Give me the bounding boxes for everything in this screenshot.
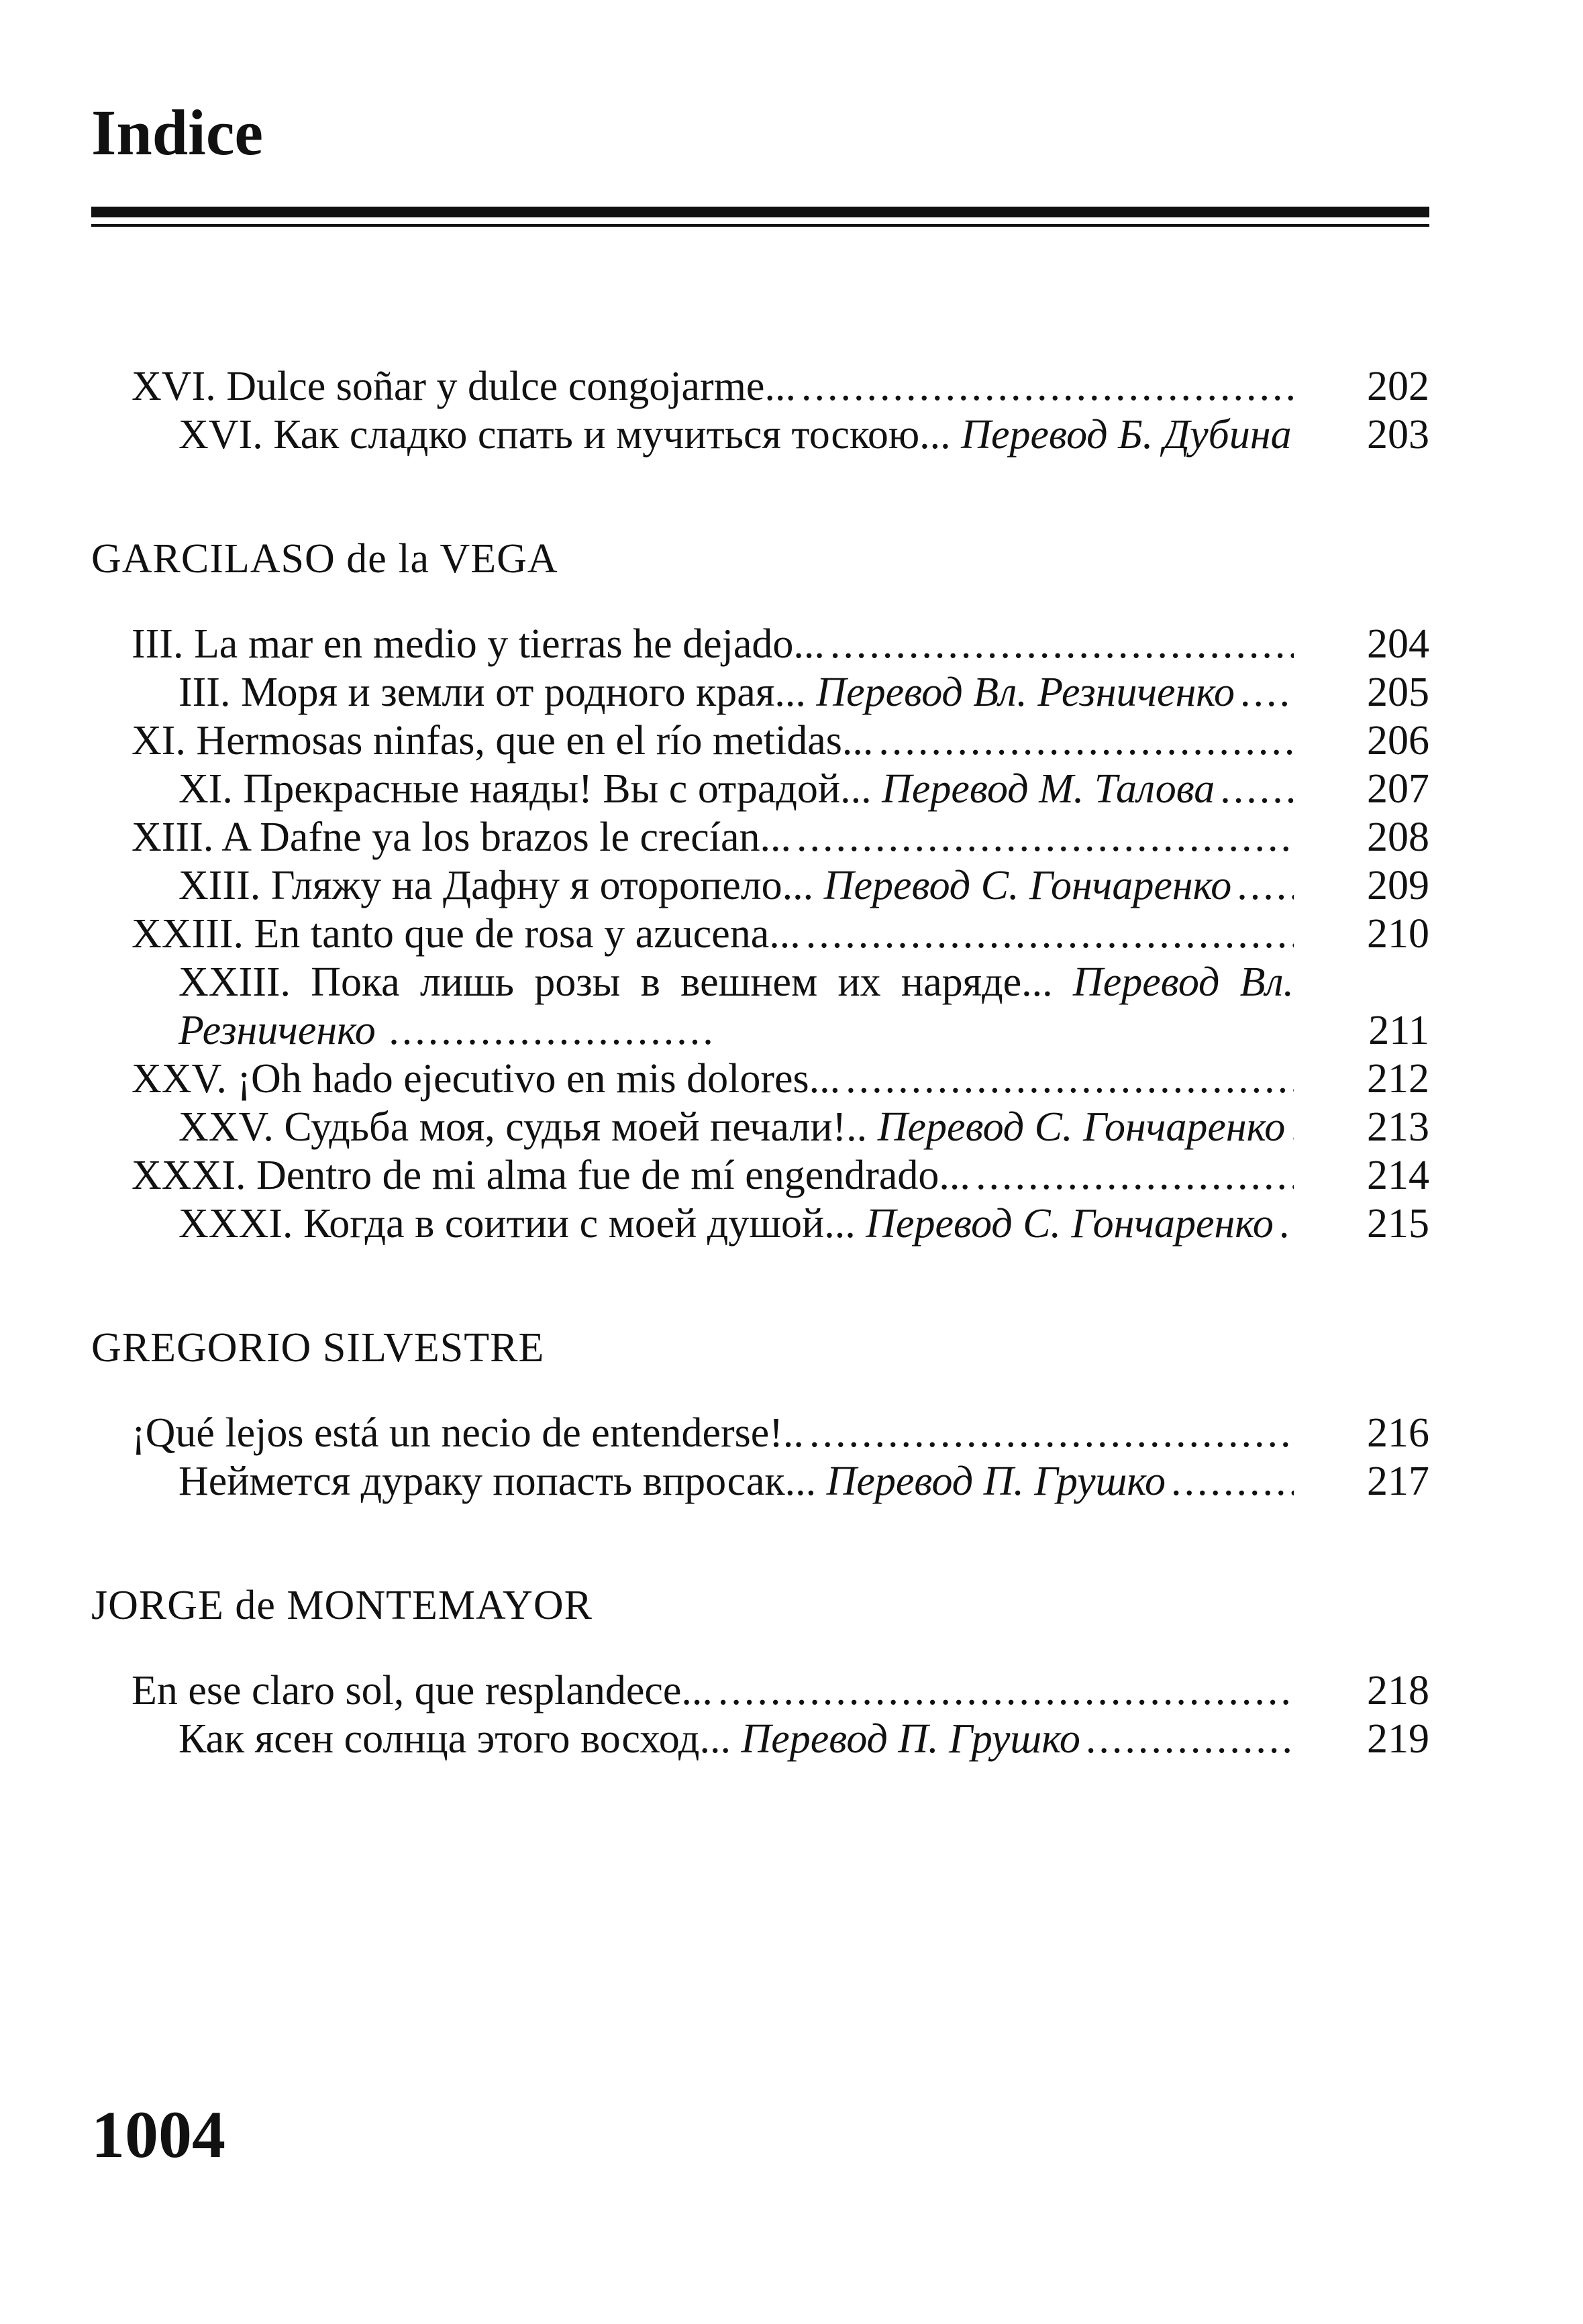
entry-translator: Перевод М. Талова xyxy=(882,766,1215,812)
entry-page-number: 216 xyxy=(1367,1410,1429,1456)
dot-leader xyxy=(846,1055,1294,1103)
dot-leader xyxy=(1237,861,1294,910)
entry-page-number: 217 xyxy=(1367,1459,1429,1504)
entry-title: III. Моря и земли от родного края... xyxy=(178,670,806,715)
entry-title: Неймется дураку попасть впросак... xyxy=(178,1459,817,1504)
entry-page-number: 203 xyxy=(1367,412,1429,458)
dot-leader xyxy=(797,813,1294,861)
entry-title: En ese claro sol, que resplandece... xyxy=(132,1668,713,1713)
toc-entry xyxy=(91,1667,1429,1715)
entry-translator: Перевод Б. Дубина xyxy=(961,412,1292,458)
dot-leader xyxy=(1279,1200,1294,1248)
entry-page-number: 207 xyxy=(1367,766,1429,812)
toc-entry xyxy=(91,1103,1429,1151)
entry-translator: Перевод С. Гончаренко xyxy=(877,1104,1286,1150)
entry-title: XVI. Dulce soñar y dulce congojarme... xyxy=(132,364,796,409)
toc-entry xyxy=(91,1200,1429,1248)
entry-page-number: 206 xyxy=(1367,718,1429,763)
page-title: Indice xyxy=(91,97,264,168)
dot-leader xyxy=(801,362,1294,411)
entry-translator: Перевод Вл. Резниченко xyxy=(816,670,1235,715)
entry-title: XXIII. En tanto que de rosa y azucena... xyxy=(132,911,801,957)
entry-title: XXXI. Dentro de mi alma fue de mí engendrado... xyxy=(132,1153,970,1198)
entry-title: XIII. A Dafne ya los brazos le crecían... xyxy=(132,814,791,860)
entry-title: XVI. Как сладко спать и мучиться тоскою... xyxy=(178,412,951,458)
entry-title: XI. Hermosas ninfas, que en el río metidas... xyxy=(132,718,874,763)
dot-leader xyxy=(1171,1457,1294,1506)
entry-title: Как ясен солнца этого восход... xyxy=(178,1716,731,1762)
entry-title: XXV. Судьба моя, судья моей печали!.. xyxy=(178,1104,868,1150)
entry-page-number: 219 xyxy=(1367,1716,1429,1762)
table-of-contents xyxy=(91,362,1429,1842)
entry-page-number: 218 xyxy=(1367,1668,1429,1713)
header-rule xyxy=(91,207,1429,217)
entry-title: ¡Qué lejos está un necio de entenderse!.. xyxy=(132,1410,804,1456)
entry-title: XXXI. Когда в соитии с моей душой... xyxy=(178,1201,856,1247)
author-heading: JORGE de MONTEMAYOR xyxy=(91,1583,593,1628)
entry-title: XXIII. Пока лишь розы в вешнем их наряде... xyxy=(178,959,1053,1005)
entry-page-number: 202 xyxy=(1367,364,1429,409)
toc-section xyxy=(91,1585,1429,1763)
dot-leader xyxy=(809,1409,1294,1457)
entry-translator: Перевод П. Грушко xyxy=(741,1716,1080,1762)
entry-page-number: 209 xyxy=(1367,863,1429,908)
entry-title: III. La mar en medio y tierras he dejado... xyxy=(132,621,825,667)
toc-entry xyxy=(91,668,1429,717)
toc-entry xyxy=(91,765,1429,813)
toc-entry xyxy=(91,362,1429,411)
toc-entry xyxy=(91,958,1429,1055)
dot-leader xyxy=(806,910,1294,958)
entry-page-number: 213 xyxy=(1367,1104,1429,1150)
dot-leader: ......................... xyxy=(375,1008,716,1053)
toc-entry xyxy=(91,910,1429,958)
entry-page-number: 215 xyxy=(1367,1201,1429,1247)
header-rule-thin xyxy=(91,224,1429,227)
toc-entry xyxy=(91,411,1429,459)
toc-entry xyxy=(91,1151,1429,1200)
entry-page-number: 214 xyxy=(1367,1153,1429,1198)
dot-leader xyxy=(1220,765,1294,813)
toc-entry xyxy=(91,1715,1429,1763)
toc-entry xyxy=(91,620,1429,668)
dot-leader xyxy=(1240,668,1294,717)
dot-leader xyxy=(830,620,1294,668)
entry-translator: Перевод С. Гончаренко xyxy=(866,1201,1274,1247)
entry-page-number: 204 xyxy=(1367,621,1429,667)
entry-page-number: 212 xyxy=(1367,1056,1429,1102)
dot-leader xyxy=(878,717,1294,765)
dot-leader xyxy=(718,1667,1294,1715)
entry-page-number: 208 xyxy=(1367,814,1429,860)
entry-translator: Перевод Вл. Резниченко xyxy=(178,959,1294,1053)
toc-section xyxy=(91,538,1429,1248)
toc-entry xyxy=(91,1409,1429,1457)
entry-translator: Перевод П. Грушко xyxy=(826,1459,1166,1504)
dot-leader xyxy=(1086,1715,1294,1763)
entry-page-number: 205 xyxy=(1367,670,1429,715)
toc-entry xyxy=(91,861,1429,910)
author-heading: GREGORIO SILVESTRE xyxy=(91,1325,545,1371)
entry-page-number: 210 xyxy=(1367,911,1429,957)
entry-title: XIII. Гляжу на Дафну я оторопело... xyxy=(178,863,814,908)
toc-entry xyxy=(91,717,1429,765)
page-number: 1004 xyxy=(91,2097,225,2172)
entry-translator: Перевод С. Гончаренко xyxy=(823,863,1232,908)
toc-entry xyxy=(91,813,1429,861)
dot-leader xyxy=(976,1151,1294,1200)
toc-entry xyxy=(91,1457,1429,1506)
toc-section xyxy=(91,1327,1429,1506)
entry-page-number: 211 xyxy=(1368,1008,1429,1053)
toc-section xyxy=(91,362,1429,459)
author-heading: GARCILASO de la VEGA xyxy=(91,536,558,582)
entry-title: XXV. ¡Oh hado ejecutivo en mis dolores... xyxy=(132,1056,841,1102)
entry-title: XI. Прекрасные наяды! Вы с отрадой... xyxy=(178,766,872,812)
toc-entry xyxy=(91,1055,1429,1103)
